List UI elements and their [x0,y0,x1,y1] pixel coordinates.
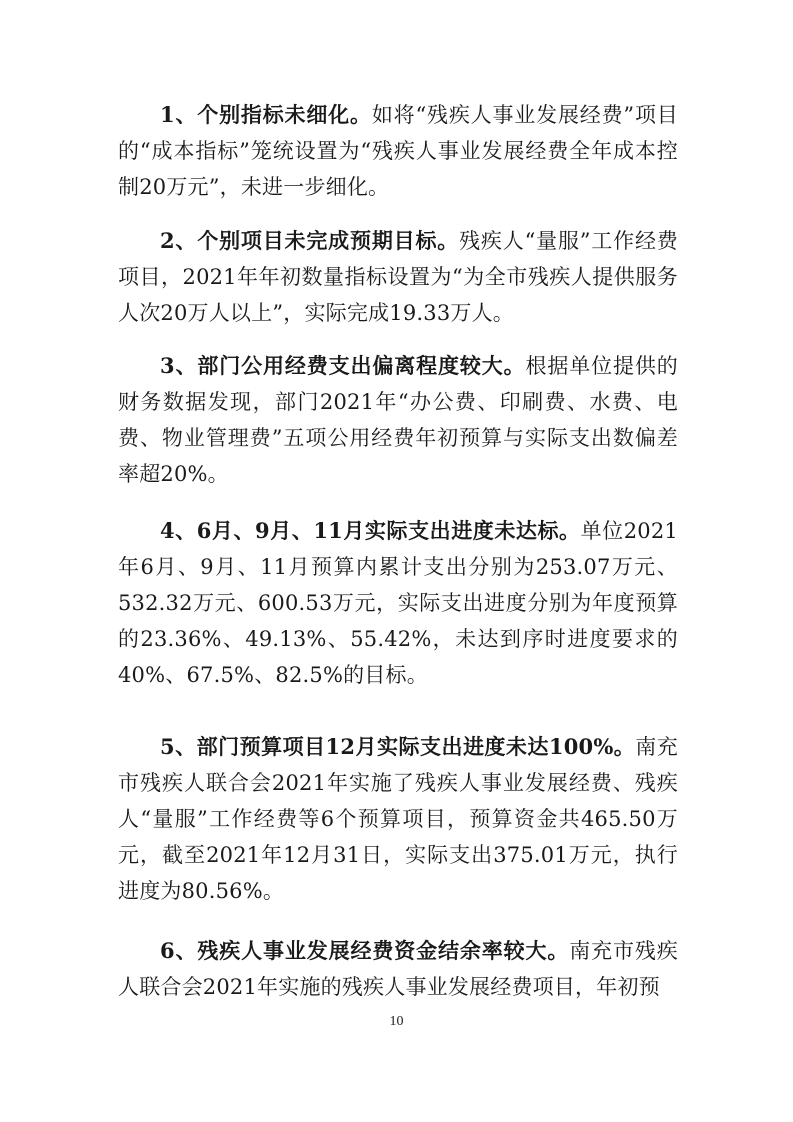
paragraph-body: 南充市残疾人联合会2021年实施了残疾人事业发展经费、残疾人“量服”工作经费等6个预算项目，预算资金共465.50万元，截至2021年12月31日，实际支出375.01万元，执行进度为80.56%。 [118,735,678,903]
paragraph-body: 残疾人“量服”工作经费项目，2021年年初数量指标设置为“为全市残疾人提供服务人次20万人以上”，实际完成19.33万人。 [118,229,678,325]
paragraph-public-expense-deviation [118,348,678,492]
paragraph-body: 如将“残疾人事业发展经费”项目的“成本指标”笼统设置为“残疾人事业发展经费全年成本控制20万元”，未进一步细化。 [118,103,678,199]
paragraph-heading: 6、残疾人事业发展经费资金结余率较大。 [160,938,570,963]
paragraph-spending-progress [118,513,678,693]
paragraph-body: 南充市残疾人联合会2021年实施的残疾人事业发展经费项目，年初预 [118,939,678,999]
page-number: 10 [389,1014,404,1029]
paragraph-heading: 1、个别指标未细化。 [160,102,372,127]
paragraph-heading: 4、6月、9月、11月实际支出进度未达标。 [160,518,581,543]
paragraph-heading: 2、个别项目未完成预期目标。 [160,228,460,253]
paragraph-body: 单位2021年6月、9月、11月预算内累计支出分别为253.07万元、532.32万元、600.53万元，实际支出进度分别为年度预算的23.36%、49.13%、55.42%，未达到序时进度要求的40%、67.5%、82.5%的目标。 [118,519,678,687]
paragraph-individual-indicators [118,97,678,205]
paragraph-body: 根据单位提供的财务数据发现，部门2021年“办公费、印刷费、水费、电费、物业管理费”五项公用经费年初预算与实际支出数偏差率超20%。 [118,354,678,486]
paragraph-heading: 5、部门预算项目12月实际支出进度未达100%。 [160,734,636,759]
paragraph-december-progress [118,729,678,909]
paragraph-fund-surplus [118,933,678,1005]
paragraph-expected-targets [118,223,678,331]
paragraph-heading: 3、部门公用经费支出偏离程度较大。 [160,353,526,378]
